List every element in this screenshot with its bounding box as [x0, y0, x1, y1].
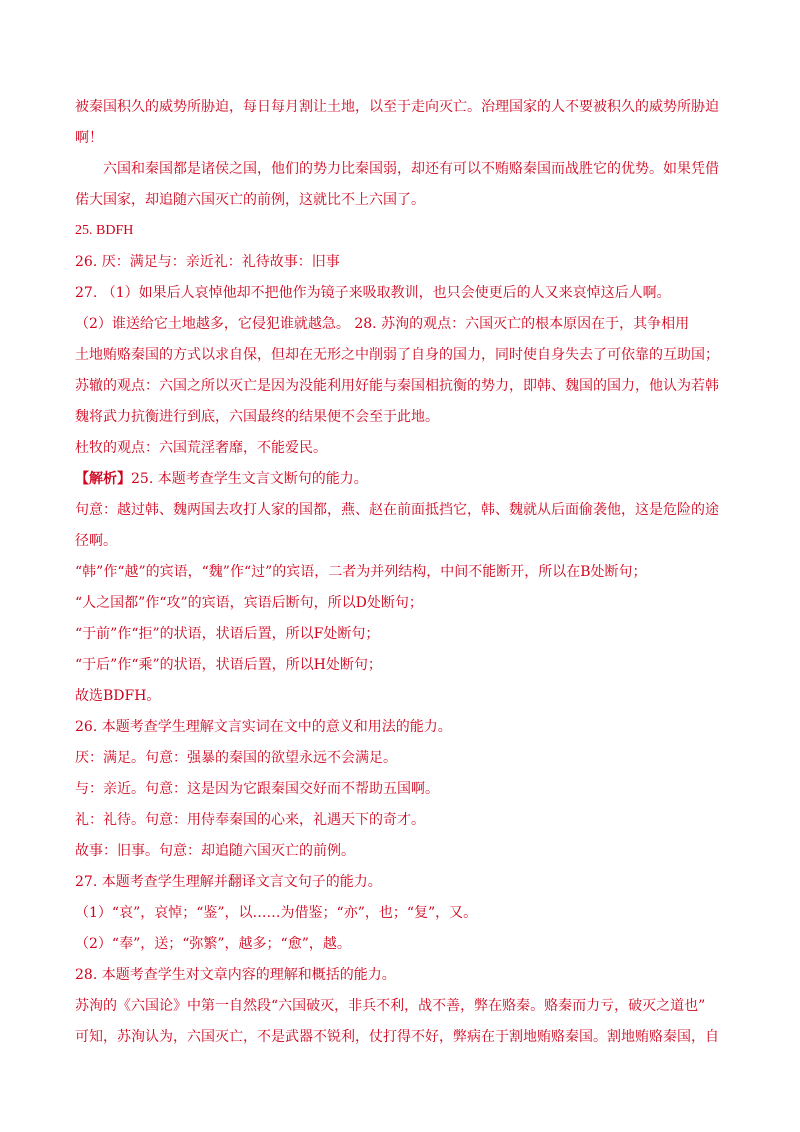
analysis-heading	[75, 470, 368, 488]
analysis-26-line: 故事：旧事。句意：却追随六国灭亡的前例。	[75, 843, 355, 859]
answer-27-2-and-28: （2）谁送给它土地越多，它侵犯谁就越急。 28. 苏洵的观点：六国灭亡的根本原因在于，其争相用	[75, 316, 690, 332]
translation-line: 偌大国家，却追随六国灭亡的前例，这就比不上六国了。	[75, 192, 425, 208]
translation-line: 啊！	[75, 130, 103, 146]
translation-line: 被秦国积久的威势所胁迫，每日每月割让土地，以至于走向灭亡。治理国家的人不要被积久的威势所胁迫	[75, 99, 719, 115]
analysis-25-line: “人之国都”作“攻”的宾语，宾语后断句，所以D处断句；	[75, 595, 423, 611]
answer-28-line: 土地贿赂秦国的方式以求自保，但却在无形之中削弱了自身的国力，同时使自身失去了可依靠的互助国；	[75, 347, 719, 363]
analysis-27-title: 27. 本题考查学生理解并翻译文言文句子的能力。	[75, 874, 382, 890]
analysis-26-line: 礼：礼待。句意：用侍奉秦国的心来，礼遇天下的奇才。	[75, 812, 425, 828]
analysis-26-title: 26. 本题考查学生理解文言实词在文中的意义和用法的能力。	[75, 719, 452, 735]
analysis-25-line: “韩”作“越”的宾语，“魏”作“过”的宾语，二者为并列结构，中间不能断开，所以在B处断句；	[75, 564, 647, 580]
analysis-25-line: “于后”作“乘”的状语，状语后置，所以H处断句；	[75, 657, 382, 673]
answer-28-line: 魏将武力抗衡进行到底，六国最终的结果便不会至于此地。	[75, 409, 439, 425]
analysis-tag: 【解析】	[75, 471, 131, 487]
analysis-28-line: 可知，苏洵认为，六国灭亡，不是武器不锐利，仗打得不好，弊病在于割地贿赂秦国。割地贿赂秦国，自	[75, 1029, 719, 1045]
answer-28-line: 苏辙的观点：六国之所以灭亡是因为没能利用好能与秦国相抗衡的势力，即韩、魏国的国力，他认为若韩	[75, 378, 719, 394]
analysis-25-line: 径啊。	[75, 533, 117, 549]
translation-line: 六国和秦国都是诸侯之国，他们的势力比秦国弱，却还有可以不贿赂秦国而战胜它的优势。如果凭借	[103, 161, 719, 177]
analysis-27-line: （2）“奉”，送；“弥繁”，越多；“愈”，越。	[75, 936, 351, 952]
analysis-25-line: 句意：越过韩、魏两国去攻打人家的国都，燕、赵在前面抵挡它，韩、魏就从后面偷袭他，这是危险的途	[75, 502, 719, 518]
answer-28-line: 杜牧的观点：六国荒淫奢靡，不能爱民。	[75, 440, 327, 456]
analysis-28-title: 28. 本题考查学生对文章内容的理解和概括的能力。	[75, 967, 396, 983]
analysis-26-line: 厌：满足。句意：强暴的秦国的欲望永远不会满足。	[75, 750, 397, 766]
analysis-27-line: （1）“哀”，哀悼；“鉴”，以……为借鉴；“亦”，也；“复”，又。	[75, 905, 478, 921]
answer-27-1: 27. （1）如果后人哀悼他却不把他作为镜子来吸取教训，也只会使更后的人又来哀悼这后人啊。	[75, 285, 671, 301]
analysis-25-line: “于前”作“拒”的状语，状语后置，所以F处断句；	[75, 626, 380, 642]
answer-25: 25. BDFH	[75, 223, 134, 238]
analysis-26-line: 与：亲近。句意：这是因为它跟秦国交好而不帮助五国啊。	[75, 781, 439, 797]
analysis-25-title: 25. 本题考查学生文言文断句的能力。	[131, 471, 368, 487]
analysis-28-line: 苏洵的《六国论》中第一自然段“六国破灭，非兵不利，战不善，弊在赂秦。赂秦而力亏，破灭之道也”	[75, 998, 706, 1014]
analysis-25-line: 故选BDFH。	[75, 688, 161, 704]
answer-26: 26. 厌：满足与：亲近礼：礼待故事：旧事	[75, 254, 340, 270]
